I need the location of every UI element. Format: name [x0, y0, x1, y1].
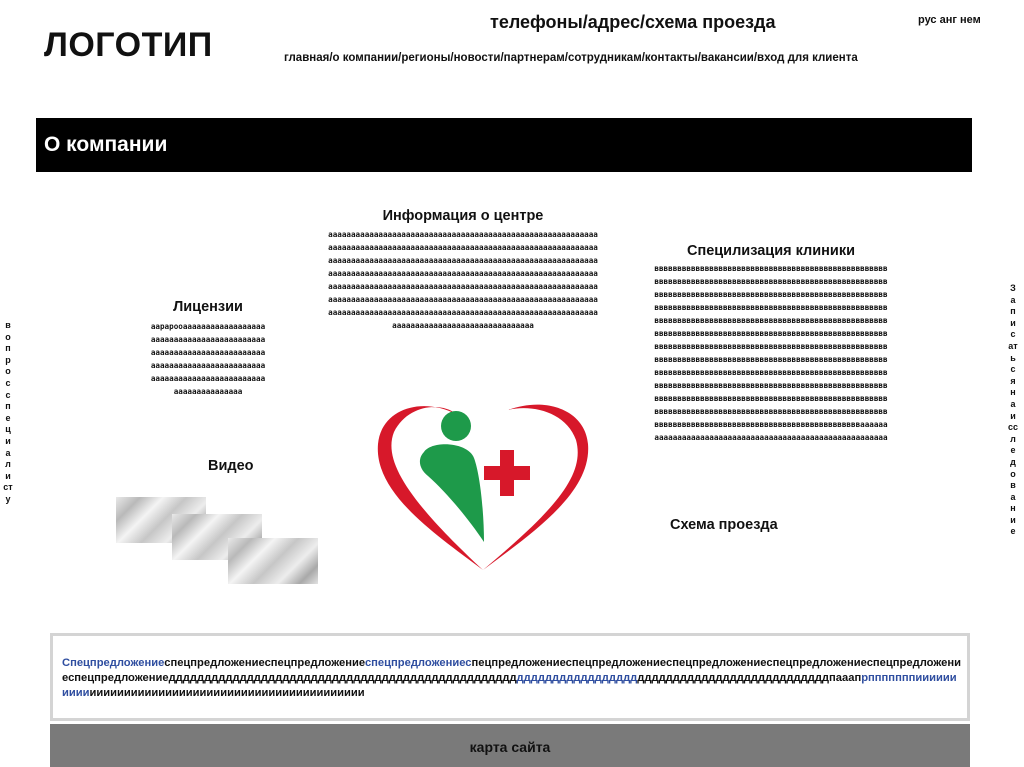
special-offer-link[interactable]: ддддддддддддддддд: [516, 672, 638, 684]
clinic-heart-logo-icon: [372, 392, 594, 570]
logo[interactable]: ЛОГОТИП: [44, 26, 213, 64]
special-offer-box: [50, 633, 970, 721]
footer-bar: [50, 724, 970, 767]
special-offer-link[interactable]: спецпредложениес: [364, 657, 472, 669]
info-center-text: аааааааааааааааааааааааааааааааааааааааааааааааааааааааааааааааааааааааааааааааааааааааааааааааааааааааааааааааааааааааааааааааааааааааааааааааааааааааааааааааааааааааааааааааааааааааааааааааааааааааааааааааааааааааааааааааааааааааааааааааааааааааааааааааааааааааааааааааааааааааааааааааааааааааааааааааааааааааааааааааааааааааааааааааааааааааааааааааааааааааааааааааааааааааааааааааааааааааааааааааааааааааааааааааааааааааааааааааааааааааааааа: [328, 230, 598, 330]
info-center-title[interactable]: Информация о центре: [382, 208, 544, 224]
sitemap-link[interactable]: карта сайта: [469, 739, 551, 755]
special-offer-segment: пецпредложениеспецпредложениеспецпредложениеспецпредложениеспецпредложениеспецпредложениеддддддддддддддддддддддддддддддддддддддддддддддддд: [62, 657, 961, 684]
video-title[interactable]: Видео: [208, 458, 254, 474]
ask-specialist-tab[interactable]: вопросспециалисту: [3, 320, 13, 504]
book-examination-tab[interactable]: Записатьсянаисследование: [1008, 283, 1019, 537]
special-offer-text: [62, 656, 962, 701]
specialization-title[interactable]: Специлизация клиники: [686, 243, 856, 259]
licenses-text: аарарооааааааааааааааааааааааааааааааааааааааааааааааааааааааааааааааааааааааааааааааааааааааааааааааааааааааааааааааааааааааааааааааааааааа: [150, 322, 266, 396]
main-nav[interactable]: главная/о компании/регионы/новости/партнерам/сотрудникам/контакты/вакансии/вход для клиента: [284, 52, 858, 64]
licenses-title[interactable]: Лицензии: [173, 299, 243, 315]
special-offer-segment: спецпредложениеспецпредложение: [164, 657, 365, 669]
contacts-link[interactable]: телефоны/адрес/схема проезда: [490, 12, 776, 32]
video-thumbnail[interactable]: [228, 538, 318, 584]
special-offer-link[interactable]: рпппппппииииииииии: [62, 672, 957, 699]
page-title: О компании: [44, 133, 168, 156]
language-switcher[interactable]: рус анг нем: [918, 14, 981, 26]
route-map-title[interactable]: Схема проезда: [670, 517, 778, 533]
special-offer-segment: ииииииииииииииииииииииииииииииииииииииии: [89, 687, 365, 699]
specialization-text: вввввввввввввввввввввввввввввввввввввввввввввввввввввввввввввввввввввввввввввввввввввввввввввввввввввввввввввввввввввввввввввввввввввввввввввввввввввввввввввввввввввввввввввввввввввввввввввввввввввввввввввввввввввввввввввввввввввввввввввввввввввввввввввввввввввввввввввввввввввввввввввввввввввввввввввввввввввввввввввввввввввввввввввввввввввввввввввввввввввввввввввввввввввввввввввввввввввввввввввввввввввввввввввввввввввввввввввввввввввввввввввввввввввввввввввввввввввввввввввввввввввввввввввввввввввввввввввввввввввввввввввввввввввввввввввввввввввввввввввввввввввввввввввввввввввввввввввввввввввввввввввввввввввввввввввввввввввввввввввввввввввввввввввввввааааааааааааааааааааааааааааааааааааааааааааааааааааааааа: [654, 264, 888, 442]
special-offer-link[interactable]: Спецпредложение: [62, 657, 165, 669]
page-banner: [36, 118, 972, 172]
special-offer-segment: дддддддддддддддддддддддддддпааап: [637, 672, 862, 684]
